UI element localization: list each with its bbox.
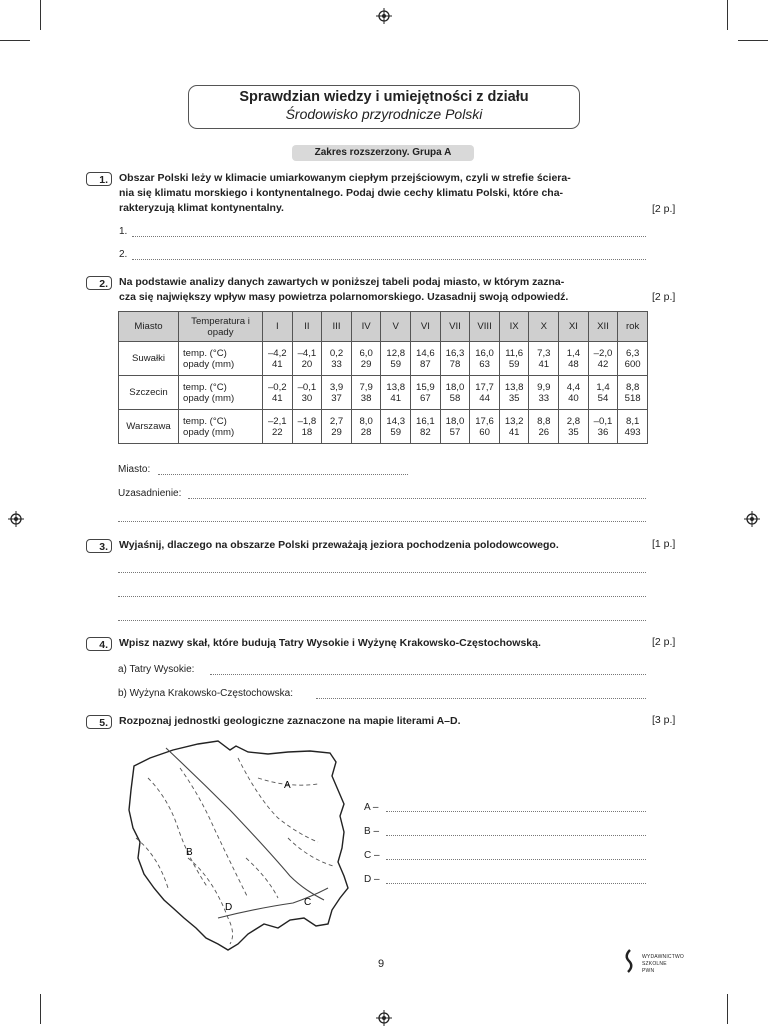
question-number: 4. (86, 637, 112, 651)
table-cell-value (381, 376, 411, 410)
answer-label: a) Tatry Wysokie: (118, 664, 195, 675)
answer-line[interactable] (118, 572, 646, 573)
answer-line[interactable] (386, 835, 646, 836)
question-2-text (119, 275, 649, 305)
temperature-value: 7,9 (359, 381, 373, 393)
table-cell-value (559, 376, 589, 410)
temperature-value: –2,1 (267, 415, 287, 427)
rainfall-value: 59 (508, 358, 520, 370)
crop-mark (40, 994, 41, 1024)
temperature-value: 6,3 (625, 347, 640, 359)
justify-answer-line[interactable] (118, 521, 646, 522)
rainfall-value: 26 (538, 426, 550, 438)
rainfall-value: 29 (331, 426, 342, 438)
table-cell-value (440, 410, 470, 444)
temp-label: temp. (°C) (183, 347, 227, 359)
temperature-value: 0,2 (329, 347, 344, 359)
question-5-text: Rozpoznaj jednostki geologiczne zaznaczone na mapie literami A–D. (119, 715, 461, 727)
temperature-value: 2,8 (566, 415, 581, 427)
table-header: VIII (470, 312, 500, 342)
answer-line[interactable] (118, 620, 646, 621)
rain-label: opady (mm) (183, 392, 235, 404)
rainfall-value: 38 (360, 392, 372, 404)
temperature-value: 16,0 (475, 347, 494, 359)
table-cell-city: Suwałki (119, 342, 179, 376)
rainfall-value: 493 (624, 426, 641, 438)
crop-mark (738, 40, 768, 41)
map-letter-c: C (304, 897, 312, 908)
crop-mark (727, 994, 728, 1024)
table-row (119, 342, 648, 376)
city-label: Miasto: (118, 464, 151, 475)
temperature-value: 13,2 (504, 415, 524, 427)
table-cell-value (618, 342, 648, 376)
question-1-text (119, 171, 649, 216)
temperature-value: 1,4 (596, 381, 610, 393)
rainfall-value: 600 (624, 358, 641, 370)
rainfall-value: 40 (568, 392, 579, 404)
question-points: [2 p.] (652, 636, 676, 648)
table-cell-value (292, 342, 322, 376)
temperature-value: 12,8 (386, 347, 406, 359)
answer-label: b) Wyżyna Krakowsko-Częstochowska: (118, 688, 293, 699)
dashed-contour (238, 758, 318, 842)
table-header: X (529, 312, 559, 342)
rainfall-value: 60 (479, 426, 490, 438)
temperature-value: 14,3 (386, 415, 406, 427)
rainfall-value: 42 (597, 358, 609, 370)
temperature-value: 14,6 (416, 347, 435, 359)
publisher-logo-icon (620, 948, 640, 974)
table-header: XII (588, 312, 618, 342)
page-number: 9 (378, 958, 385, 970)
answer-label: A – (364, 802, 379, 813)
registration-mark-icon (744, 511, 760, 527)
rainfall-value: 59 (390, 426, 402, 438)
rainfall-value: 35 (568, 426, 579, 438)
table-cell-value (470, 410, 500, 444)
rainfall-value: 41 (538, 358, 550, 370)
page-title: Sprawdzian wiedzy i umiejętności z działu (239, 89, 529, 105)
temperature-value: 16,1 (416, 415, 435, 427)
rainfall-value: 82 (420, 426, 431, 438)
rainfall-value: 58 (449, 392, 461, 404)
table-cell-value (322, 342, 352, 376)
map-letter-b: B (186, 847, 193, 858)
rainfall-value: 63 (479, 358, 490, 370)
justify-label: Uzasadnienie: (118, 488, 182, 499)
question-number: 1. (86, 172, 112, 186)
table-cell-value (529, 410, 559, 444)
question-number: 2. (86, 276, 112, 290)
rainfall-value: 41 (508, 426, 520, 438)
table-cell-value (381, 410, 411, 444)
question-number: 5. (86, 715, 112, 729)
table-cell-value (499, 342, 529, 376)
temperature-value: 18,0 (445, 381, 465, 393)
table-row (119, 410, 648, 444)
climate-table (118, 311, 648, 444)
question-points: [2 p.] (652, 291, 676, 303)
temperature-value: 9,9 (537, 381, 551, 393)
table-header: II (292, 312, 322, 342)
temperature-value: 11,6 (505, 347, 524, 359)
temp-label: temp. (°C) (183, 381, 227, 393)
question-points: [1 p.] (652, 538, 676, 550)
rainfall-value: 44 (479, 392, 490, 404)
table-cell-value (351, 342, 381, 376)
rain-label: opady (mm) (183, 426, 235, 438)
question-text-line: cza się największy wpływ masy powietrza polarnomorskiego. Uzasadnij swoją odpowiedź. (119, 291, 569, 303)
temperature-value: 15,9 (416, 381, 435, 393)
table-header: V (381, 312, 411, 342)
dashed-contour (148, 778, 208, 888)
dashed-contour (188, 858, 233, 944)
temperature-value: –0,1 (593, 415, 613, 427)
table-header: XI (559, 312, 589, 342)
answer-label: 2. (119, 249, 128, 260)
rainfall-value: 41 (390, 392, 402, 404)
temperature-value: 16,3 (445, 347, 465, 359)
table-cell-value (499, 410, 529, 444)
title-box (188, 85, 580, 129)
rain-label: opady (mm) (183, 358, 235, 370)
table-cell-kind (179, 342, 263, 376)
table-cell-value (292, 410, 322, 444)
rainfall-value: 54 (597, 392, 609, 404)
publisher-name-line: WYDAWNICTWO (642, 954, 685, 960)
rainfall-value: 28 (360, 426, 372, 438)
table-header: III (322, 312, 352, 342)
table-cell-value (381, 342, 411, 376)
table-cell-value (499, 376, 529, 410)
rainfall-value: 59 (390, 358, 402, 370)
answer-label: 1. (119, 226, 128, 237)
temperature-value: –0,2 (267, 381, 287, 393)
answer-label: C – (364, 850, 380, 861)
answer-line[interactable] (386, 883, 646, 884)
table-header-row (119, 312, 648, 342)
table-row (119, 376, 648, 410)
answer-line[interactable] (118, 596, 646, 597)
temperature-value: 13,8 (504, 381, 524, 393)
poland-geology-map (118, 738, 353, 960)
question-text-line: rakteryzują klimat kontynentalny. (119, 202, 284, 214)
table-cell-value (322, 376, 352, 410)
table-header: IX (499, 312, 529, 342)
table-cell-value (292, 376, 322, 410)
question-points: [3 p.] (652, 714, 676, 726)
justify-answer-line[interactable] (188, 498, 646, 499)
table-cell-value (618, 376, 648, 410)
table-cell-kind (179, 376, 263, 410)
dashed-contour (288, 838, 333, 866)
answer-line[interactable] (210, 674, 646, 675)
temperature-value: 8,8 (625, 381, 640, 393)
publisher-name-line: SZKOLNE (642, 961, 667, 967)
poland-outline (129, 741, 348, 950)
rainfall-value: 48 (568, 358, 579, 370)
dashed-contour (180, 768, 248, 898)
rainfall-value: 18 (301, 426, 313, 438)
table-cell-value (470, 342, 500, 376)
table-cell-value (588, 376, 618, 410)
table-cell-value (529, 376, 559, 410)
table-cell-value (411, 410, 441, 444)
crop-mark (0, 40, 30, 41)
rainfall-value: 57 (449, 426, 461, 438)
question-4-text: Wpisz nazwy skał, które budują Tatry Wysokie i Wyżynę Krakowsko-Częstochowską. (119, 637, 541, 649)
table-cell-value (440, 376, 470, 410)
crop-mark (727, 0, 728, 30)
temperature-value: –4,1 (297, 347, 317, 359)
table-cell-value (322, 410, 352, 444)
temperature-value: –0,1 (297, 381, 317, 393)
table-cell-value (529, 342, 559, 376)
table-cell-kind (179, 410, 263, 444)
table-cell-value (351, 376, 381, 410)
map-letter-a: A (284, 780, 291, 791)
dashed-contour (246, 858, 278, 898)
rainfall-value: 67 (420, 392, 431, 404)
publisher-name-line: PWN (642, 968, 655, 974)
table-cell-value (440, 342, 470, 376)
crop-mark (40, 0, 41, 30)
temperature-value: 1,4 (566, 347, 581, 359)
rainfall-value: 33 (538, 392, 550, 404)
question-text-line: nia się klimatu morskiego i kontynentalnego. Podaj dwie cechy klimatu Polski, które cha- (119, 187, 564, 199)
rainfall-value: 41 (271, 392, 283, 404)
rainfall-value: 78 (449, 358, 461, 370)
table-cell-value (588, 410, 618, 444)
rainfall-value: 36 (597, 426, 609, 438)
answer-line[interactable] (386, 811, 646, 812)
question-3-text: Wyjaśnij, dlaczego na obszarze Polski przeważają jeziora pochodzenia polodowcowego. (119, 539, 559, 551)
rainfall-value: 30 (301, 392, 313, 404)
table-cell-value (411, 342, 441, 376)
answer-line[interactable] (132, 236, 646, 237)
table-cell-value (263, 342, 293, 376)
temperature-value: 13,8 (386, 381, 406, 393)
answer-line[interactable] (386, 859, 646, 860)
table-header: IV (351, 312, 381, 342)
answer-line[interactable] (132, 259, 646, 260)
temperature-value: 8,8 (537, 415, 551, 427)
temperature-value: –4,2 (267, 347, 287, 359)
rainfall-value: 518 (624, 392, 641, 404)
table-cell-city: Szczecin (119, 376, 179, 410)
page-subtitle: Środowisko przyrodnicze Polski (285, 106, 483, 122)
temperature-value: 8,0 (359, 415, 373, 427)
temperature-value: 17,6 (475, 415, 494, 427)
group-badge: Zakres rozszerzony. Grupa A (292, 145, 474, 161)
table-header: I (263, 312, 293, 342)
answer-label: B – (364, 826, 380, 837)
temperature-value: –2,0 (593, 347, 613, 359)
rainfall-value: 20 (301, 358, 313, 370)
dashed-contour (136, 838, 168, 888)
table-cell-value (411, 376, 441, 410)
temperature-value: 18,0 (445, 415, 465, 427)
registration-mark-icon (8, 511, 24, 527)
table-cell-value (470, 376, 500, 410)
question-text-line: Obszar Polski leży w klimacie umiarkowanym ciepłym przejściowym, czyli w strefie ściera- (119, 172, 571, 184)
registration-mark-icon (376, 8, 392, 24)
table-header: rok (618, 312, 648, 342)
temperature-value: 2,7 (329, 415, 344, 427)
temperature-value: 6,0 (359, 347, 373, 359)
table-cell-value (588, 342, 618, 376)
rainfall-value: 41 (271, 358, 283, 370)
table-header: VI (411, 312, 441, 342)
rainfall-value: 22 (271, 426, 283, 438)
answer-line[interactable] (316, 698, 646, 699)
temperature-value: 3,9 (329, 381, 344, 393)
question-points: [2 p.] (652, 203, 676, 215)
temp-label: temp. (°C) (183, 415, 227, 427)
rainfall-value: 35 (508, 392, 520, 404)
table-header: VII (440, 312, 470, 342)
question-text-line: Na podstawie analizy danych zawartych w poniższej tabeli podaj miasto, w którym zazna- (119, 276, 565, 288)
rainfall-value: 87 (420, 358, 431, 370)
map-letter-d: D (225, 902, 233, 913)
table-header: Temperatura i opady (179, 312, 263, 342)
temperature-value: 7,3 (537, 347, 551, 359)
rainfall-value: 37 (331, 392, 342, 404)
temperature-value: 4,4 (566, 381, 581, 393)
table-cell-value (263, 376, 293, 410)
table-body (119, 342, 648, 444)
question-number: 3. (86, 539, 112, 553)
table-header: Miasto (119, 312, 179, 342)
table-cell-value (618, 410, 648, 444)
rainfall-value: 33 (331, 358, 342, 370)
answer-label: D – (364, 874, 380, 885)
table-cell-value (559, 342, 589, 376)
table-cell-value (559, 410, 589, 444)
temperature-value: 8,1 (625, 415, 640, 427)
table-cell-city: Warszawa (119, 410, 179, 444)
city-answer-line[interactable] (158, 474, 408, 475)
table-cell-value (263, 410, 293, 444)
temperature-value: 17,7 (475, 381, 494, 393)
table-cell-value (351, 410, 381, 444)
rainfall-value: 29 (360, 358, 372, 370)
temperature-value: –1,8 (297, 415, 317, 427)
